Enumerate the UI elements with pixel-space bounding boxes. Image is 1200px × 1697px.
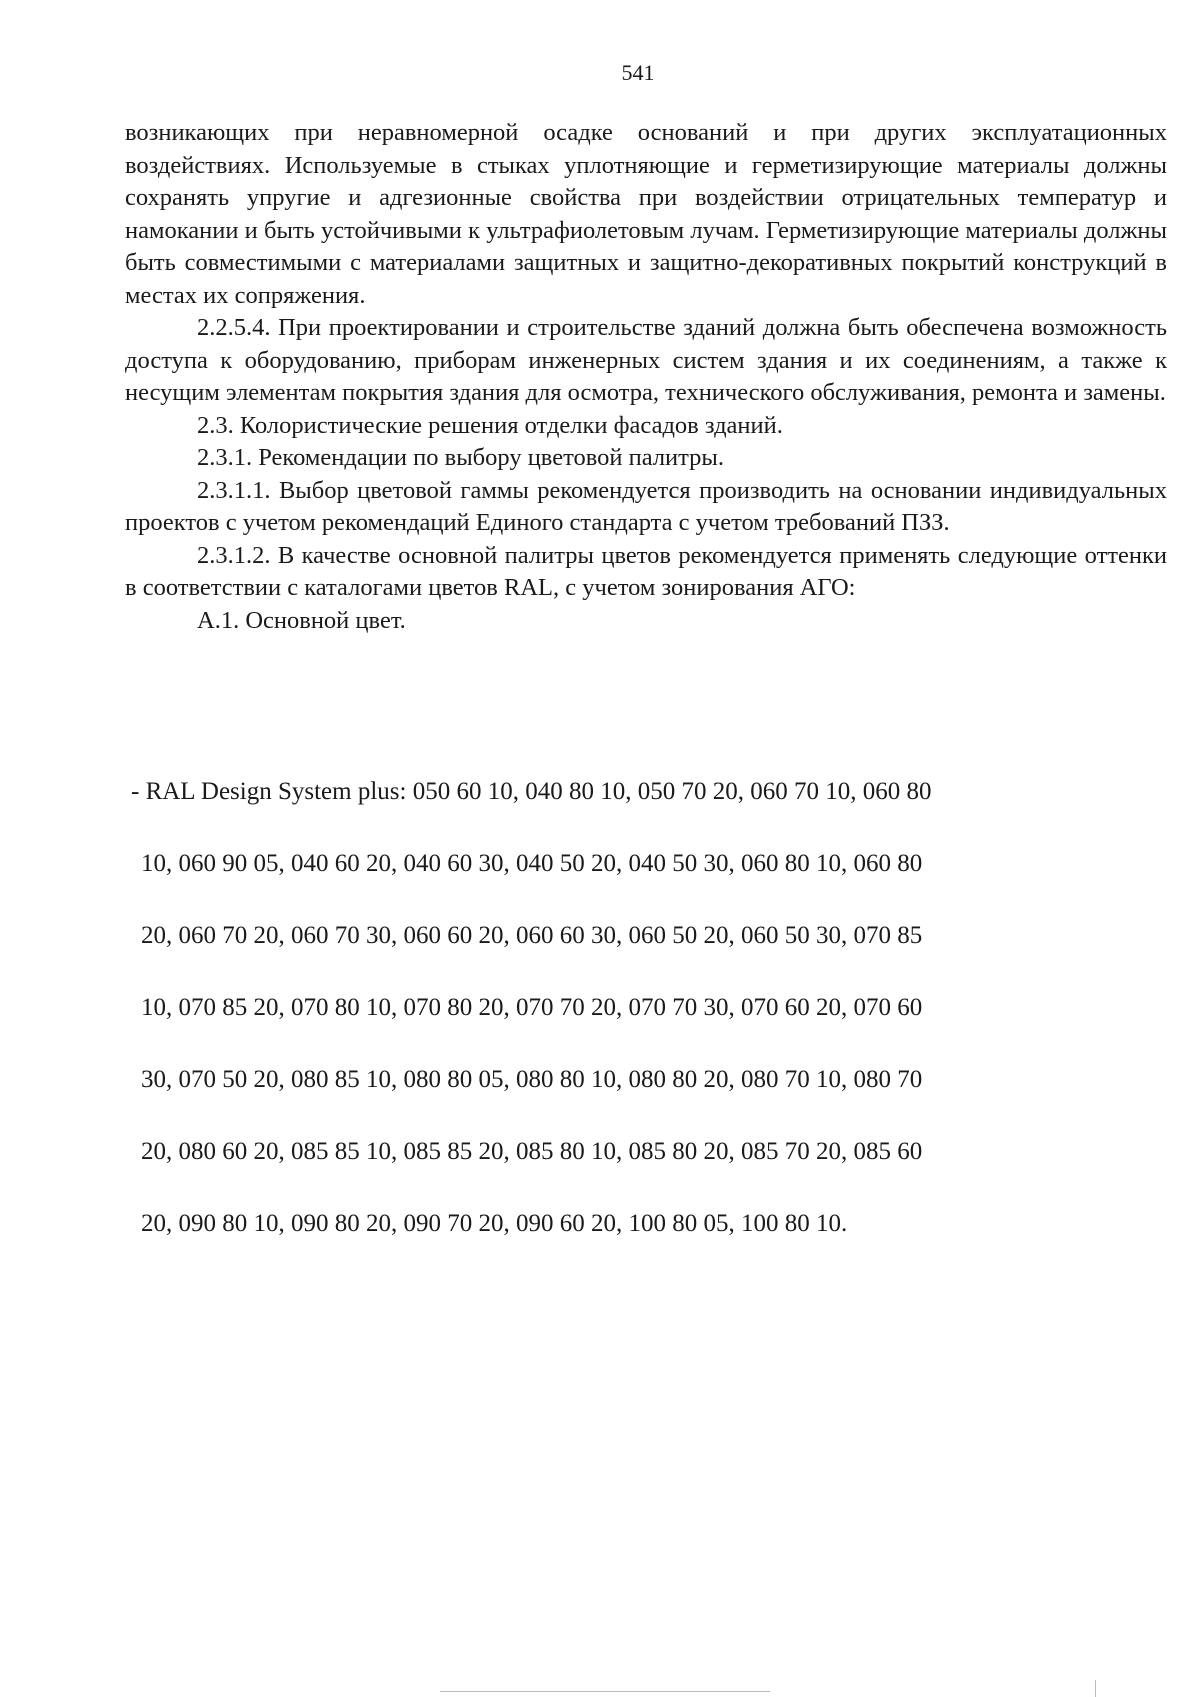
ral-list-line: - RAL Design System plus: 050 60 10, 040 80 10, 050 70 20, 060 70 10, 060 80 [131, 778, 932, 805]
ral-list-line: 20, 080 60 20, 085 85 10, 085 85 20, 085 80 10, 085 80 20, 085 70 20, 085 60 [141, 1138, 923, 1165]
paragraph-2-2-5-4: 2.2.5.4. При проектировании и строительстве зданий должна быть обеспечена возможность доступа к оборудованию, приборам инженерных систем здания и их соединениям, а также к несущим элементам покрытия здания для осмотра, технического обслуживания, ремонта и замены. [125, 314, 1167, 406]
subheading-a1: А.1. Основной цвет. [197, 606, 406, 634]
ral-list-line: 20, 060 70 20, 060 70 30, 060 60 20, 060 60 30, 060 50 20, 060 50 30, 070 85 [141, 922, 923, 949]
paragraph-continuation: возникающих при неравномерной осадке оснований и при других эксплуатационных воздействиях. Используемые в стыках уплотняющие и герметизирующие материалы должны сохранять упругие и адгезионные свойства при воздействии отрицательных температур и намокании и быть устойчивыми к ультрафиолетовым лучам. Герметизирующие материалы должны быть совместимыми с материалами защитных и защитно-декоративных покрытий конструкций в местах их сопряжения. [125, 119, 1167, 309]
section-heading-2-3: 2.3. Колористические решения отделки фасадов зданий. [197, 411, 783, 439]
paragraph-2-3-1-2: 2.3.1.2. В качестве основной палитры цветов рекомендуется применять следующие оттенки в соответствии с каталогами цветов RAL, с учетом зонирования АГО: [125, 541, 1167, 601]
ral-list-line: 30, 070 50 20, 080 85 10, 080 80 05, 080 80 10, 080 80 20, 080 70 10, 080 70 [141, 1066, 923, 1093]
ral-list-line: 10, 060 90 05, 040 60 20, 040 60 30, 040 50 20, 040 50 30, 060 80 10, 060 80 [141, 850, 923, 877]
ral-list-line: 10, 070 85 20, 070 80 10, 070 80 20, 070 70 20, 070 70 30, 070 60 20, 070 60 [141, 994, 923, 1021]
document-body [125, 117, 1167, 637]
ral-color-list [131, 738, 1071, 1278]
page-number: 541 [621, 60, 655, 85]
scan-artifact-line [440, 1691, 770, 1692]
ral-list-line: 20, 090 80 10, 090 80 20, 090 70 20, 090 60 20, 100 80 05, 100 80 10. [141, 1210, 848, 1237]
paragraph-2-3-1-1: 2.3.1.1. Выбор цветовой гаммы рекомендуется производить на основании индивидуальных проектов с учетом рекомендаций Единого стандарта с учетом требований ПЗЗ. [125, 476, 1167, 536]
section-heading-2-3-1: 2.3.1. Рекомендации по выбору цветовой палитры. [197, 444, 725, 471]
scan-artifact-line [1095, 1680, 1096, 1697]
